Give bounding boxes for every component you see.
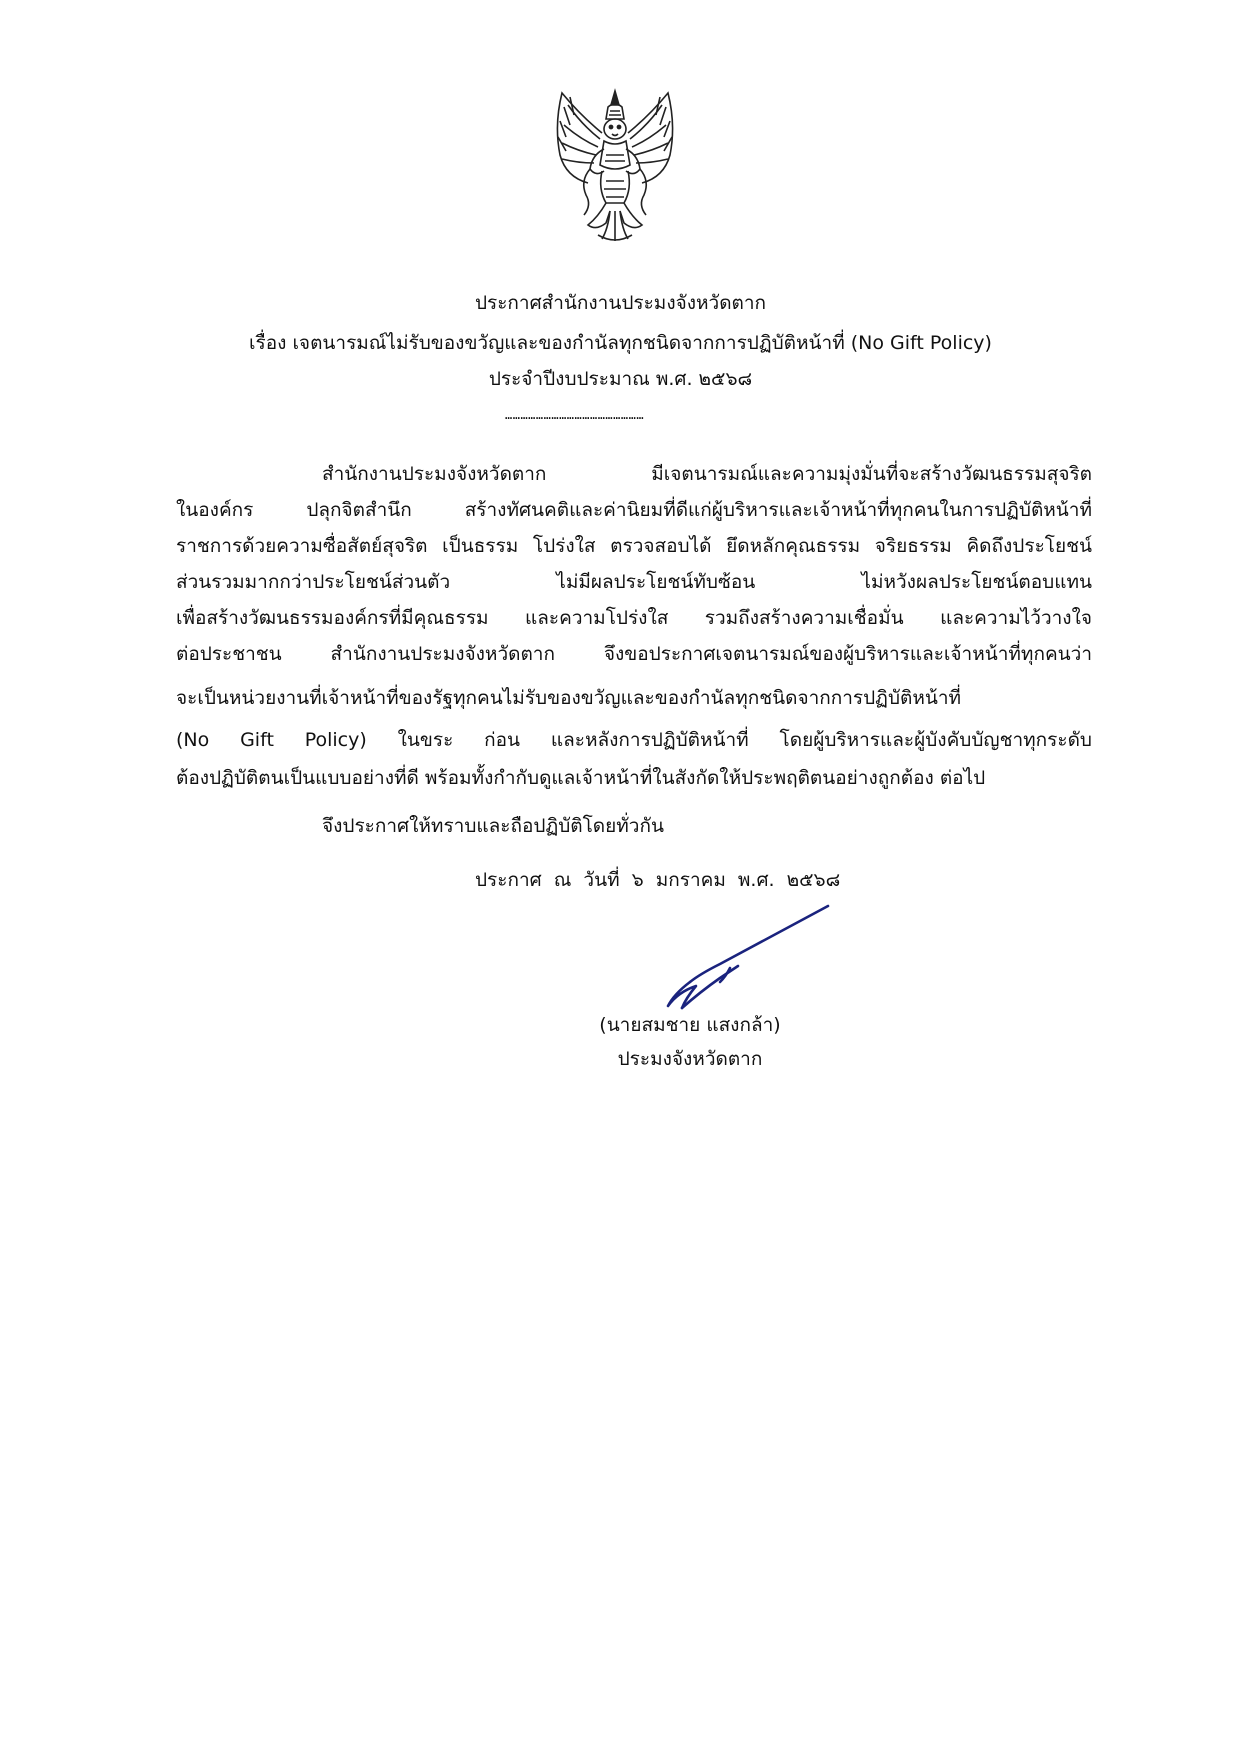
signer-name: (นายสมชาย แสงกล้า) [599,1014,781,1036]
signer-position: ประมงจังหวัดตาก [617,1048,763,1070]
garuda-emblem-icon [540,85,690,245]
body-line: เพื่อสร้างวัฒนธรรมองค์กรที่มีคุณธรรม และความโปร่งใส รวมถึงสร้างความเชื่อมั่น และความไว้วางใจ [176,607,1092,629]
body-line: ส่วนรวมมากกว่าประโยชน์ส่วนตัว ไม่มีผลประโยชน์ทับซ้อน ไม่หวังผลประโยชน์ตอบแทน [176,571,1092,593]
body-line: ในองค์กร ปลุกจิตสำนึก สร้างทัศนคติและค่านิยมที่ดีแก่ผู้บริหารและเจ้าหน้าที่ทุกคนในการปฏิบัติหน้าที่ [176,499,1092,521]
body-line: (No Gift Policy) ในขระ ก่อน และหลังการปฏิบัติหน้าที่ โดยผู้บริหารและผู้บังคับบัญชาทุกระดับ [176,729,1092,751]
handwritten-signature [660,902,840,1012]
body-line: ต่อประชาชน สำนักงานประมงจังหวัดตาก จึงขอประกาศเจตนารมณ์ของผู้บริหารและเจ้าหน้าที่ทุกคนว่า [176,643,1092,665]
closing-paragraph: จึงประกาศให้ทราบและถือปฏิบัติโดยทั่วกัน [322,815,664,837]
announcement-subject: เรื่อง เจตนารมณ์ไม่รับของขวัญและของกำนัลทุกชนิดจากการปฏิบัติหน้าที่ (No Gift Policy) [249,332,992,354]
separator-line: ……………………………………………… [505,408,645,422]
body-line: ต้องปฏิบัติตนเป็นแบบอย่างที่ดี พร้อมทั้งกำกับดูแลเจ้าหน้าที่ในสังกัดให้ประพฤติตนอย่างถูกต้อง ต่อไป [176,767,986,789]
fiscal-year: ประจำปีงบประมาณ พ.ศ. ๒๕๖๘ [488,368,753,390]
body-line: ราชการด้วยความซื่อสัตย์สุจริต เป็นธรรม โปร่งใส ตรวจสอบได้ ยึดหลักคุณธรรม จริยธรรม คิดถึงประโยชน์ [176,535,1092,557]
announcement-title: ประกาศสำนักงานประมงจังหวัดตาก [474,292,767,314]
announcement-date: ประกาศ ณ วันที่ ๖ มกราคม พ.ศ. ๒๕๖๘ [475,869,841,891]
body-line: จะเป็นหน่วยงานที่เจ้าหน้าที่ของรัฐทุกคนไม่รับของขวัญและของกำนัลทุกชนิดจากการปฏิบัติหน้าที่ [176,687,962,709]
body-line: สำนักงานประมงจังหวัดตาก มีเจตนารมณ์และความมุ่งมั่นที่จะสร้างวัฒนธรรมสุจริต [322,463,1092,485]
